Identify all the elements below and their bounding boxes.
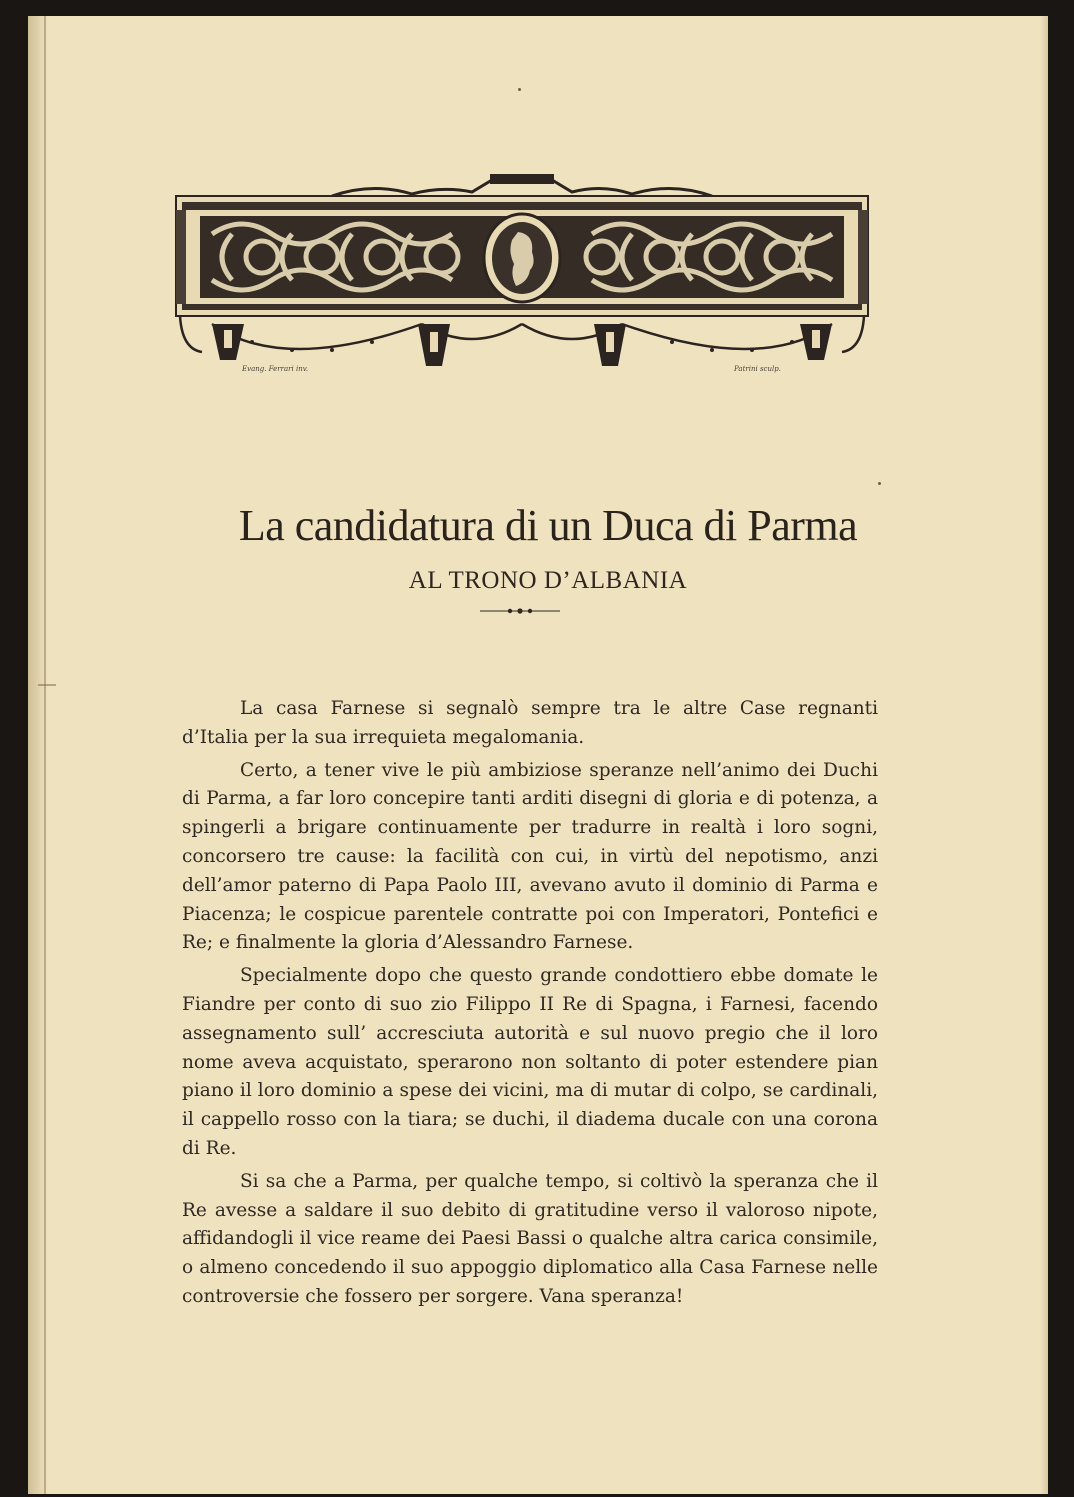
page-title: La candidatura di un Duca di Parma [238, 501, 858, 550]
paper-speck [878, 482, 881, 485]
binding-stitch [38, 684, 56, 686]
book-page [28, 16, 1048, 1494]
paragraph: La casa Farnese si segnalò sempre tra le altre Case regnanti d’Italia per la sua irrequieta megalomania. [182, 698, 878, 748]
paragraph: Si sa che a Parma, per qualche tempo, si coltivò la speranza che il Re avesse a saldare il suo debito di gratitudine verso il valoroso nipote, affidandogli il vice reame dei Paesi Bassi o qualche altra carica consimile, o almeno concedendo il suo appoggio diplomatico alla Casa Farnese nelle controversie che fossero per sorgere. Vana speranza! [182, 1170, 878, 1307]
title-divider-ornament-icon [480, 606, 560, 616]
paragraph: Specialmente dopo che questo grande condottiero ebbe domate le Fiandre per conto di suo zio Filippo II Re di Spagna, i Farnesi, facendo assegnamento sull’ accresciuta autorità e sul nuovo pregio che il loro nome aveva acquistato, sperarono non soltanto di poter estendere pian piano il loro dominio a spese dei vicini, ma di mutar di colpo, se cardinali, il cappello rosso con la tiara; se duchi, il diadema ducale con una corona di Re. [182, 965, 878, 1159]
engraving-credit-right: Patrini sculp. [734, 365, 781, 373]
engraving-credit-left: Evang. Ferrari inv. [242, 365, 309, 373]
ornamental-headpiece-icon [172, 174, 872, 394]
spine-fold [44, 16, 46, 1494]
paper-speck [518, 88, 521, 91]
paragraph: Certo, a tener vive le più ambiziose speranze nell’animo dei Duchi di Parma, a far loro concepire tanti arditi disegni di gloria e di potenza, a spingerli a brigare continuamente per tradurre in realtà i loro sogni, concorsero tre cause: la facilità con cui, in virtù del nepotismo, anzi dell’amor paterno di Papa Paolo III, avevano avuto il dominio di Parma e Piacenza; le cospicue parentele contratte poi con Imperatori, Pontefici e Re; e finalmente la gloria d’Alessandro Farnese. [182, 759, 878, 954]
page-edge-shadow [1040, 16, 1048, 1494]
page-subtitle: AL TRONO D’ALBANIA [408, 567, 688, 594]
article-body [182, 695, 878, 1316]
